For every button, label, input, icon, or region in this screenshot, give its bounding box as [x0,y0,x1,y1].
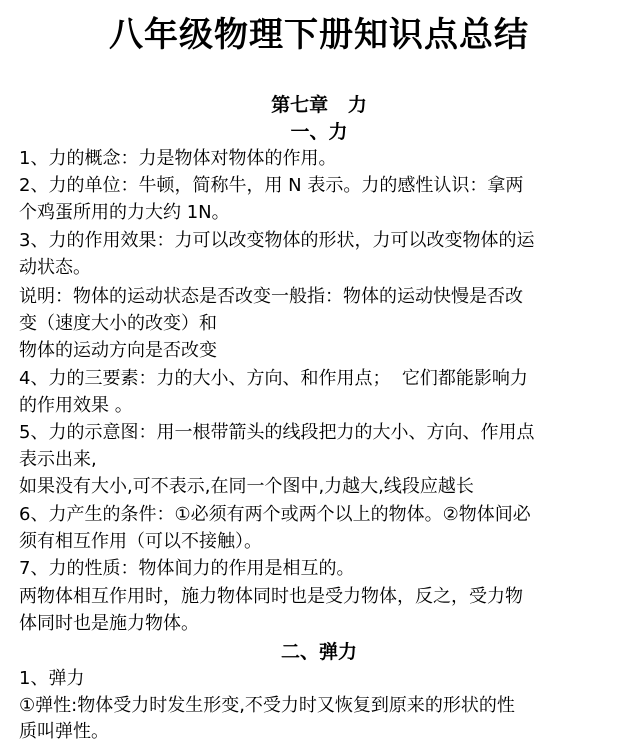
text-line: 2、力的单位：牛顿，简称牛，用 N 表示。力的感性认识：拿两 [19,175,524,196]
chapter-heading: 第七章 力 [271,94,367,116]
text-line: 两物体相互作用时，施力物体同时也是受力物体，反之，受力物 [19,586,523,607]
text-line: ①弹性:物体受力时发生形变,不受力时又恢复到原来的形状的性 [19,695,515,716]
text-line: 7、力的性质：物体间力的作用是相互的。 [19,558,355,579]
text-line: 如果没有大小,可不表示,在同一个图中,力越大,线段应越长 [19,476,474,497]
text-line: 质叫弹性。 [19,721,109,742]
text-line: 5、力的示意图：用一根带箭头的线段把力的大小、方向、作用点 [19,422,535,443]
text-line: 1、力的概念：力是物体对物体的作用。 [19,148,337,169]
text-line: 动状态。 [19,257,91,278]
section-heading-elastic-force: 二、弹力 [280,641,357,663]
document-title: 八年级物理下册知识点总结 [109,15,529,55]
text-line: 变（速度大小的改变）和 [19,313,217,334]
text-line: 4、力的三要素：力的大小、方向、和作用点； 它们都能影响力 [19,368,528,389]
text-line: 表示出来, [19,449,97,470]
text-line: 个鸡蛋所用的力大约 1N。 [19,202,230,223]
text-line: 1、弹力 [19,668,85,689]
text-line: 3、力的作用效果：力可以改变物体的形状，力可以改变物体的运 [19,230,535,251]
text-line: 说明：物体的运动状态是否改变一般指：物体的运动快慢是否改 [19,286,523,307]
text-line: 须有相互作用（可以不接触）。 [19,531,262,552]
text-line: 物体的运动方向是否改变 [19,340,217,361]
text-line: 6、力产生的条件：①必须有两个或两个以上的物体。②物体间必 [19,504,531,525]
text-line: 的作用效果 。 [19,395,133,416]
text-line: 体同时也是施力物体。 [19,613,199,634]
section-heading-force: 一、力 [290,121,348,143]
